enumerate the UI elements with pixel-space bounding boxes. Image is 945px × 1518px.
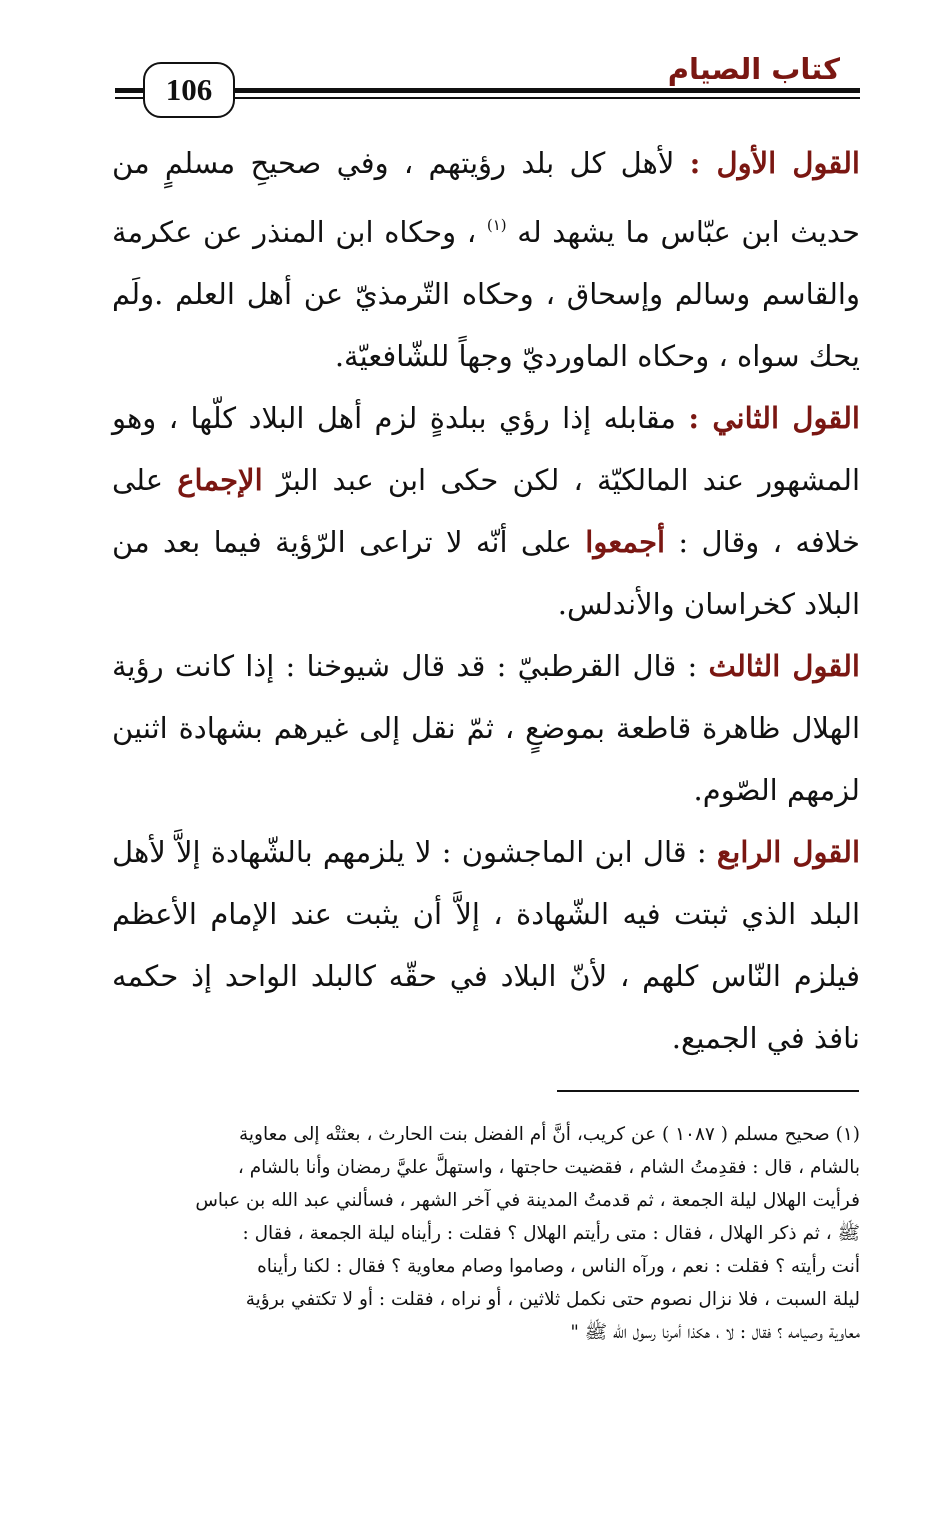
opinion-heading: القول الرابع [716,835,860,869]
footnote-line: فرأيت الهلال ليلة الجمعة ، ثم قدمتُ المدينة في آخر الشهر ، فسألني عبد الله بن عباس [195,1190,860,1211]
paragraph-text: : قال ابن الماجشون : لا يلزمهم بالشّهادة إلاَّ لأهل البلد الذي ثبتت فيه الشّهادة ، إلاَّ أن يثبت عند الإمام الأعظم فيلزم النّاس كلهم ، لأنّ البلاد في حقّه كالبلد الواحد إذ حكمه نافذ في الجميع. [112,835,860,1055]
paragraph-second-opinion [112,387,860,635]
opinion-heading: القول الثاني : [688,401,860,435]
footnote-separator [557,1090,859,1092]
paragraph-fourth-opinion [112,821,860,1069]
footnote-line: (١) صحيح مسلم ( ١٠٨٧ ) عن كريب، أنَّ أم الفضل بنت الحارث ، بعثتْه إلى معاوية [238,1124,860,1145]
paragraph-text: لأهل كل بلد رؤيتهم ، وفي صحيحِ مسلمٍ من حديث ابن عبّاس ما يشهد له [112,146,860,249]
paragraph-first-opinion [112,132,860,387]
highlighted-term: الإجماع [177,463,263,497]
opinion-heading: القول الثالث [708,649,860,683]
footnote [112,1118,860,1349]
highlighted-term: أجمعوا [585,525,666,559]
paragraph-text: على أنّه لا تراعى الرّؤية فيما بعد من البلاد كخراسان والأندلس. [112,525,860,621]
paragraph-third-opinion [112,635,860,821]
footnote-line: ﷺ ، ثم ذكر الهلال ، فقال : متى رأيتم الهلال ؟ فقلت : رأيناه ليلة الجمعة ، فقال : [242,1223,860,1244]
footnote-line: معاوية وصيامه ؟ فقال : لا ، هكذا أمرنا رسول الله ﷺ " [570,1322,860,1343]
page-number: 106 [143,62,235,118]
footnote-line: أنت رأيته ؟ فقلت : نعم ، ورآه الناس ، وصاموا وصام معاوية ؟ فقال : لكنا رأيناه [257,1256,860,1277]
opinion-heading: القول الأول : [689,146,860,180]
footnote-reference[interactable]: (١) [486,216,507,234]
paragraph-text: مقابله إذا رؤي ببلدةٍ لزم أهل البلاد كلّها ، وهو المشهور عند المالكيّة ، لكن حكى ابن عبد البرّ [112,401,861,497]
book-title: كتاب الصيام [667,52,840,86]
paragraph-text: ، وحكاه ابن المنذر عن عكرمة والقاسم وسالم وإسحاق ، وحكاه التّرمذيّ عن أهل العلم .ولَم يحك سواه ، وحكاه الماورديّ وجهاً للشّافعيّة. [112,215,860,373]
main-text [112,132,860,1069]
paragraph-text: : قال القرطبيّ : قد قال شيوخنا : إذا كانت رؤية الهلال ظاهرة قاطعة بموضعٍ ، ثمّ نقل إلى غيرهم بشهادة اثنين لزمهم الصّوم. [112,649,860,807]
footnote-line: بالشام ، قال : فقدِمتُ الشام ، فقضيت حاجتها ، واستهلَّ عليَّ رمضان وأنا بالشام ، [237,1157,860,1178]
paragraph-text: على خلافه ، وقال : [112,463,860,559]
footnote-line: ليلة السبت ، فلا نزال نصوم حتى نكمل ثلاثين ، أو نراه ، فقلت : أو لا تكتفي برؤية [245,1289,860,1310]
page-header [0,0,945,130]
